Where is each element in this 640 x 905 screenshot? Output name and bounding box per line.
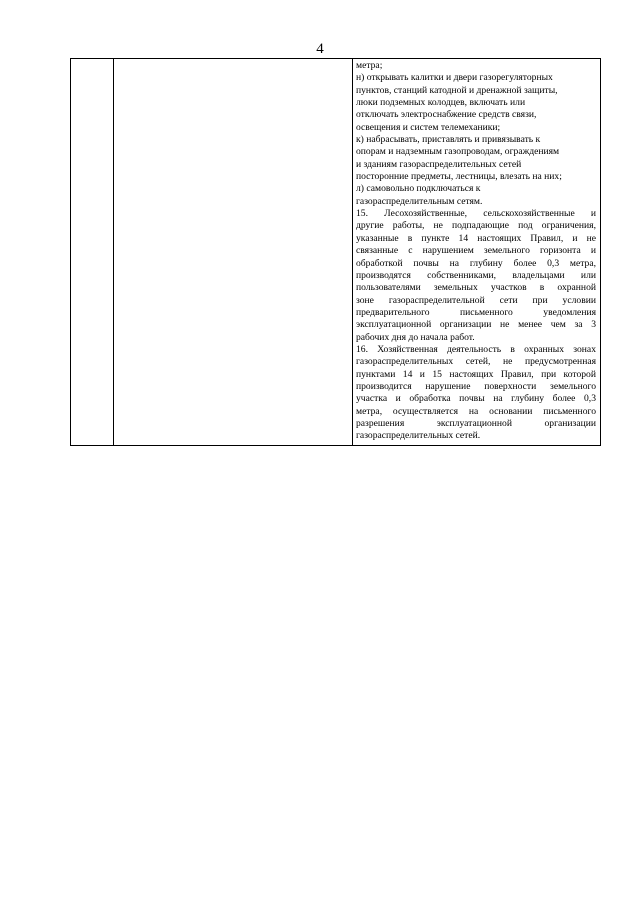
text-line: указанные в пункте 14 настоящих Правил, и не (356, 232, 596, 244)
text-line: рабочих дня до начала работ. (356, 331, 475, 343)
table-cell-number (71, 59, 114, 446)
table-cell-left (114, 59, 353, 446)
text-line: зоне газораспределительной сети при условии (356, 294, 596, 306)
text-line: газораспределительных сетей. (356, 430, 481, 442)
text-line: метра; (356, 60, 383, 71)
text-line: газораспределительных сетей, не предусмотренная (356, 356, 596, 368)
text-line: разрешения эксплуатационной организации (356, 417, 596, 429)
text-line: отключать электроснабжение средств связи, (356, 109, 537, 121)
table-row (71, 59, 601, 446)
text-line: участка и обработка почвы на глубину более 0,3 (356, 393, 596, 405)
text-line: л) самовольно подключаться к (356, 183, 481, 195)
text-line: метра, осуществляется на основании письменного (356, 405, 596, 417)
text-line: н) открывать калитки и двери газорегуляторных (356, 72, 553, 84)
page-number: 4 (316, 41, 324, 57)
text-line: предварительного письменного уведомления (356, 306, 596, 318)
text-line: пунктами 14 и 15 настоящих Правил, при которой (356, 368, 596, 380)
text-line: связанные с нарушением земельного горизонта и (356, 245, 596, 257)
text-line: люки подземных колодцев, включать или (356, 97, 526, 109)
text-line: 15. Лесохозяйственные, сельскохозяйственные и (356, 208, 596, 220)
text-line: к) набрасывать, приставлять и привязывать к (356, 134, 541, 146)
document-table (70, 58, 601, 446)
text-line: пунктов, станций катодной и дренажной защиты, (356, 84, 558, 96)
text-line: 16. Хозяйственная деятельность в охранных зонах (356, 343, 596, 355)
text-line: газораспределительным сетям. (356, 195, 483, 207)
text-line: пользователями земельных участков в охранной (356, 282, 596, 294)
text-line: освещения и систем телемеханики; (356, 121, 501, 133)
text-line: опорам и надземным газопроводам, ограждениям (356, 146, 560, 158)
table-cell-text (353, 59, 601, 446)
text-line: и зданиям газораспределительных сетей (356, 158, 522, 170)
text-line: другие работы, не подпадающие под ограничения, (356, 220, 596, 232)
text-line: производится нарушение поверхности земельного (356, 380, 596, 392)
text-line: посторонние предметы, лестницы, влезать на них; (356, 171, 562, 183)
text-line: обработкой почвы на глубину более 0,3 метра, (356, 257, 596, 269)
text-line: эксплуатационной организации не менее чем за 3 (356, 319, 596, 331)
text-line: производятся собственниками, владельцами или (356, 269, 596, 281)
cell-text-block (353, 59, 600, 445)
